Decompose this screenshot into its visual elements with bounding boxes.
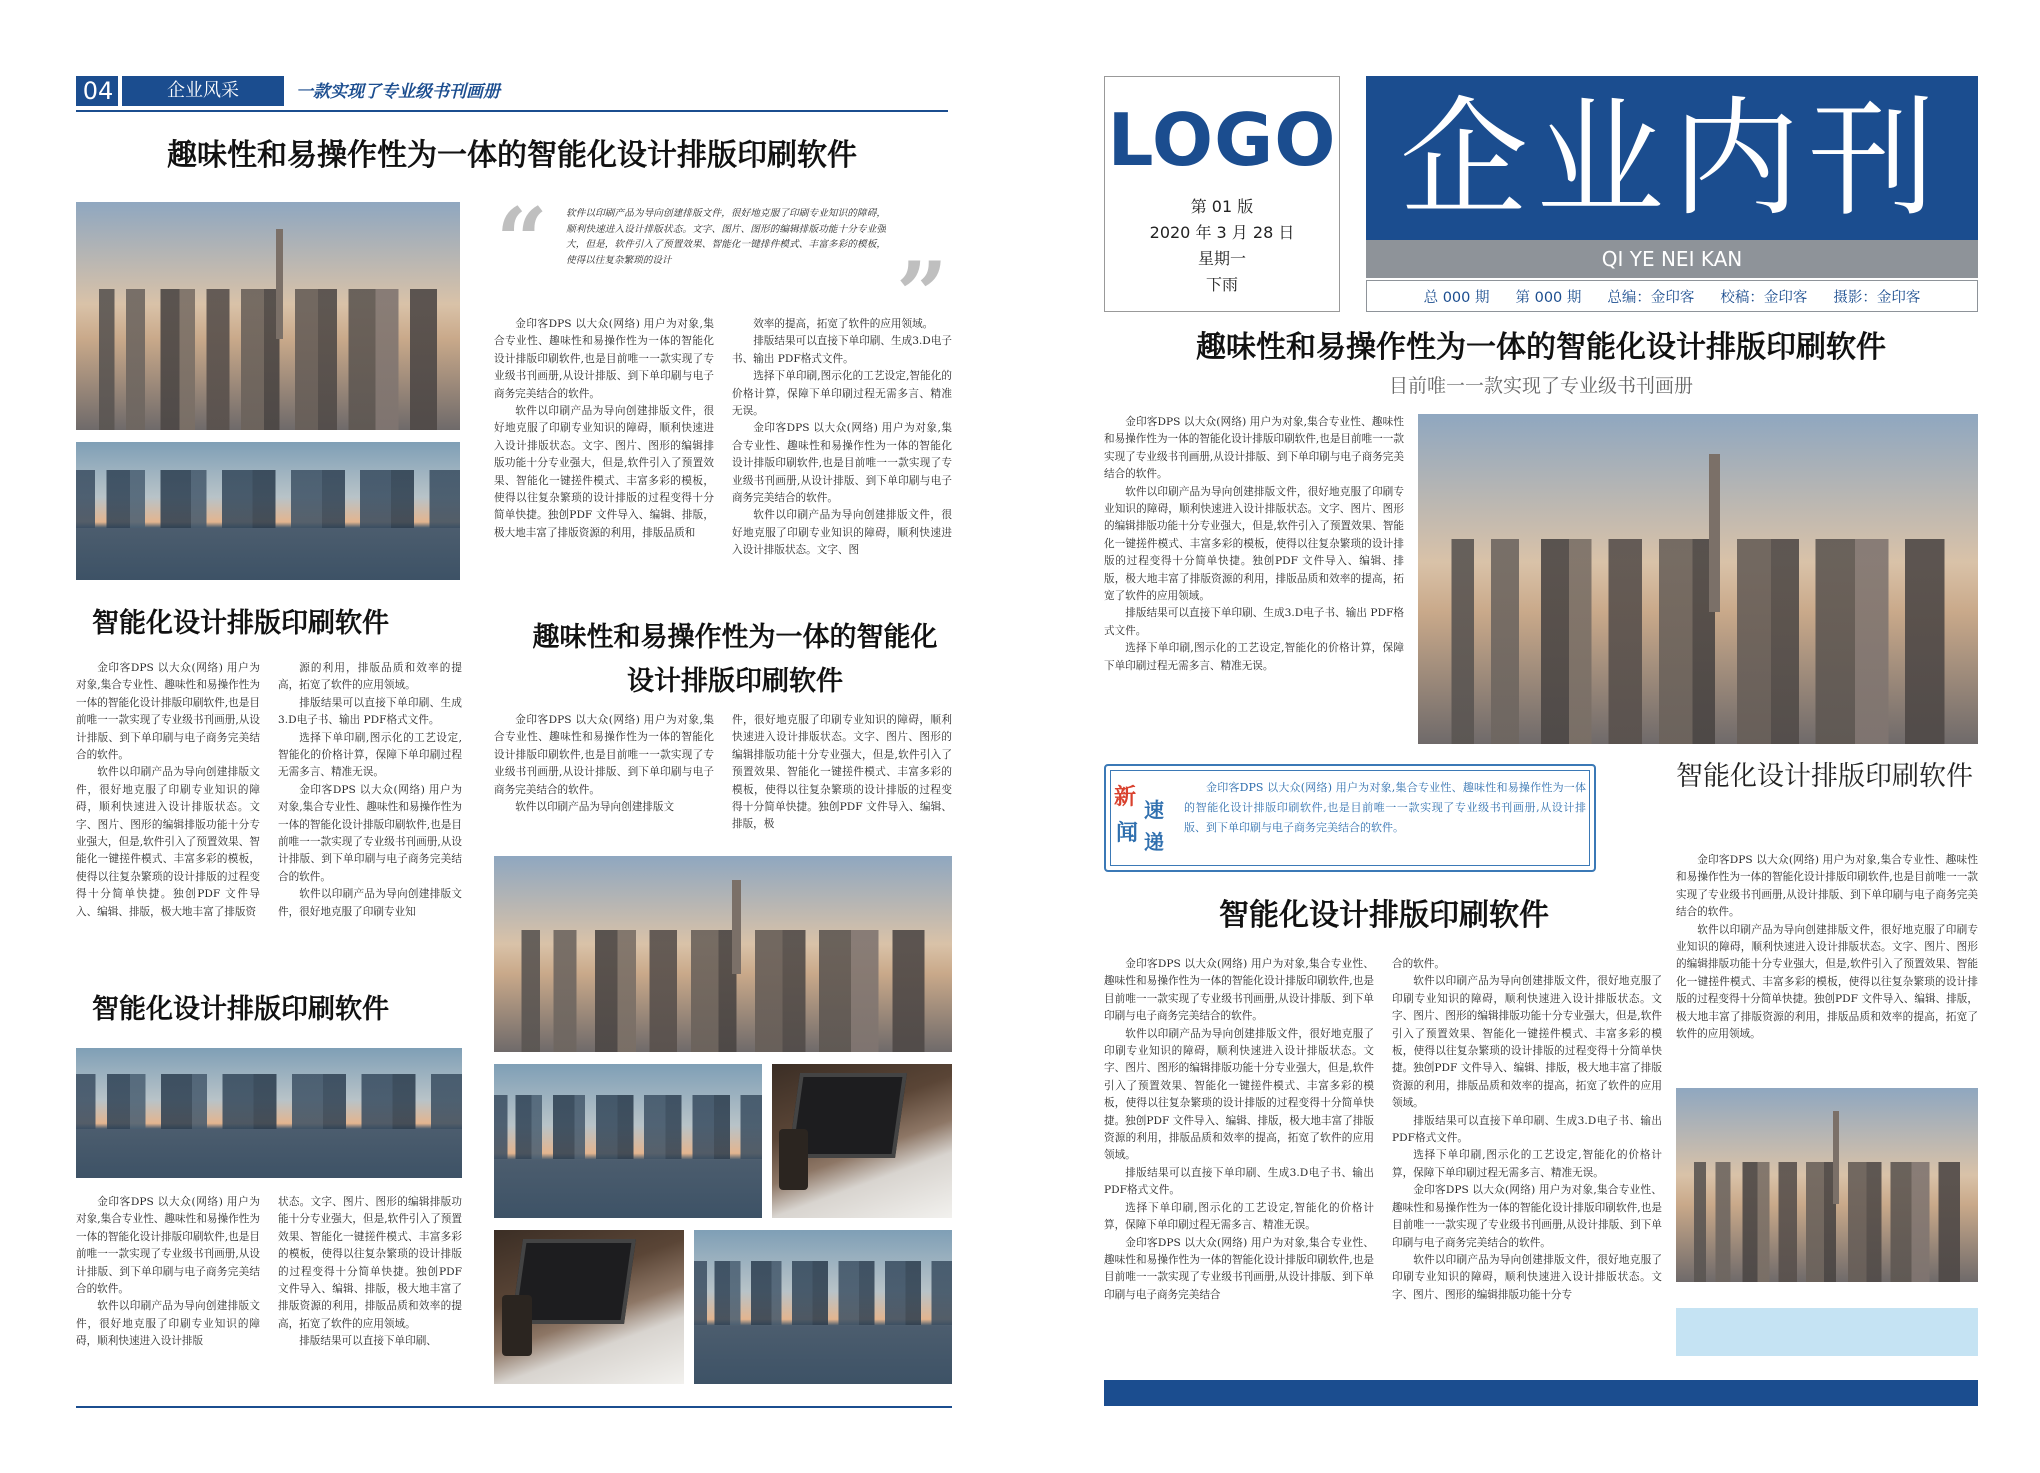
paragraph: 排版结果可以直接下单印刷、生成3.D电子书、输出 PDF格式文件。 [278,696,462,727]
paragraph: 软件以印刷产品为导向创建排版文 [515,801,675,814]
news-badge-icon [1114,780,1170,856]
right-sub-title: 目前唯一一款实现了专业级书刊画册 [1388,375,1693,397]
mid-col-b [732,712,952,838]
issue-weather: 下雨 [1205,275,1238,294]
footer-band [1104,1380,1978,1406]
paragraph: 金印客DPS 以大众(网络) 用户为对象,集合专业性、趣味性和易操作性为一体的智能化设计排版印刷软件,也是目前唯一一款实现了专业级书刊画册,从设计排版、到下单印刷与电子商务完美结合 [1104,1236,1374,1301]
paragraph: 金印客DPS 以大众(网络) 用户为对象,集合专业性、趣味性和易操作性为一体的智能化设计排版印刷软件,也是目前唯一一款实现了专业级书刊画册,从设计排版、到下单印刷与电子商务完美结合的软件。 [1104,416,1404,481]
paragraph: 金印客DPS 以大众(网络) 用户为对象,集合专业性、趣味性和易操作性为一体的智能化设计排版印刷软件,也是目前唯一一款实现了专业级书刊画册,从设计排版、到下单印刷与电子商务完美结合的软件。 [76,662,260,762]
paragraph: 软件以印刷产品为导向创建排版文件，很好地克服了印刷专业知 [278,888,462,918]
paragraph: 金印客DPS 以大众(网络) 用户为对象,集合专业性、趣味性和易操作性为一体的智能化设计排版印刷软件,也是目前唯一一款实现了专业级书刊画册,从设计排版、到下单印刷与电子商务完美结合的软件。 [278,783,462,883]
news-badge-char: 新 [1114,785,1137,810]
paragraph: 金印客DPS 以大众(网络) 用户为对象,集合专业性、趣味性和易操作性为一体的智能化设计排版印刷软件,也是目前唯一一款实现了专业级书刊画册,从设计排版、到下单印刷与电子商务完美结合的软件。 [1676,854,1978,919]
sec-col-b [1392,956,1662,1352]
header-rule [76,110,948,112]
paragraph: 状态。文字、图片、图形的编辑排版功能十分专业强大，但是,软件引入了预置效果、智能化一键搓件模式、丰富多彩的模板，使得以往复杂繁琐的设计排版的过程变得十分简单快捷。独创PDF 文件导入、编辑、排版，极大地丰富了排版资源的利用，排版品质和效率的提高，拓宽了软件的应用领域。 [278,1196,462,1330]
bay-skyline-photo-small [494,1064,762,1218]
left-main-title: 趣味性和易操作性为一体的智能化设计排版印刷软件 [167,138,857,173]
side-column [1676,852,1978,1082]
issue-weekday: 星期一 [1197,249,1246,268]
laptop-desk-photo-2 [494,1230,684,1384]
section-tag: 企业风采 [122,76,284,106]
sub1-col-b [278,660,462,970]
paragraph: 合的软件。 [1392,958,1445,970]
paragraph: 软件以印刷产品为导向创建排版文件，很好地克服了印刷专业知识的障碍，顺利快速进入设计排版状态。文字、图片、图形的编辑排版功能十分专业强大，但是,软件引入了预置效果、智能化一键搓件模式、丰富多彩的模板，使得以往复杂繁琐的设计排版的过程变得十分简单快捷。独创PDF 文件导入、编辑、排版，极大地丰富了排版资源的利用，排版品质和效率的提高，拓宽了软件的应用领域。 [1104,485,1404,603]
paragraph: 排版结果可以直接下单印刷、 [299,1335,437,1348]
issue-number: 第 01 版 [1190,197,1254,216]
paragraph: 件，很好地克服了印刷专业知识的障碍，顺利快速进入设计排版状态。文字、图片、图形的编辑排版功能十分专业强大，但是,软件引入了预置效果、智能化一键搓件模式、丰富多彩的模板，使得以往复杂繁琐的设计排版的过程变得十分简单快捷。独创PDF 文件导入、编辑、排版，极 [732,714,952,831]
paragraph: 排版结果可以直接下单印刷、生成3.D电子书、输出 PDF格式文件。 [1104,607,1404,637]
bay-skyline-photo-4 [76,1048,462,1178]
upper-col-b [732,316,952,586]
paragraph: 软件以印刷产品为导向创建排版文件，很好地克服了印刷专业知识的障碍，顺利快速进入设计排版状态。文字、图片、图形的编辑排版功能十分专业强大，但是,软件引入了预置效果、智能化一键搓件模式、丰富多彩的模板，使得以往复杂繁琐的设计排版的过程变得十分简单快捷。独创PDF 文件导入、编辑、排版，极大地丰富了排版资源的利用，排版品质和效率的提高，拓宽了软件的应用领域。 [1104,1027,1374,1162]
paragraph: 排版结果可以直接下单印刷、生成3.D电子书、输出 PDF格式文件。 [1104,1166,1374,1197]
footer-rule [76,1406,952,1408]
pull-quote: 软件以印刷产品为导向创建排版文件，很好地克服了印刷专业知识的障碍，顺利快速进入设计排版状态。文字、图片、图形的编辑排版功能十分专业强大，但是，软件引入了预置效果、智能化一键排件模式、丰富多彩的模板，使得以往复杂繁琐的设计 [566,208,886,266]
paragraph: 软件以印刷产品为导向创建排版文件，很好地克服了印刷专业知识的障碍，顺利快速进入设计排版状态。文字、图片、图形的编辑排版功能十分专业强大，但是,软件引入了预置效果、智能化一键搓件模式、丰富多彩的模板，使得以往复杂繁琐的设计排版的过程变得十分简单快捷。独创PDF 文件导入、编辑、排版，极大地丰富了排版资源的利用，排版品质和效率的提高，拓宽了软件的应用领域。 [1676,923,1978,1041]
bay-skyline-photo [76,442,460,580]
masthead-pinyin: QI YE NEI KAN [1601,247,1743,271]
paragraph: 效率的提高，拓宽了软件的应用领域。 [753,318,934,330]
paragraph: 源的利用，排版品质和效率的提高，拓宽了软件的应用领域。 [278,662,462,692]
right-main-title: 趣味性和易操作性为一体的智能化设计排版印刷软件 [1196,330,1886,365]
masthead-title: 企业内刊 [1399,85,1944,234]
paragraph: 排版结果可以直接下单印刷、生成3.D电子书、输出 PDF格式文件。 [1392,1114,1662,1145]
paragraph: 金印客DPS 以大众(网络) 用户为对象,集合专业性、趣味性和易操作性为一体的智能化设计排版印刷软件,也是目前唯一一款实现了专业级书刊画册,从设计排版、到下单印刷与电子商务完美结合的软件。 [1104,958,1374,1023]
header-slogan: 一款实现了专业级书刊画册 [296,82,500,102]
paragraph: 选择下单印刷,图示化的工艺设定,智能化的价格计算，保障下单印刷过程无需多言、精准无误。 [1104,1201,1374,1232]
paragraph: 金印客DPS 以大众(网络) 用户为对象,集合专业性、趣味性和易操作性为一体的智能化设计排版印刷软件,也是目前唯一一款实现了专业级书刊画册,从设计排版、到下单印刷与电子商务完美结合的软件。 [1392,1184,1662,1249]
paragraph: 金印客DPS 以大众(网络) 用户为对象,集合专业性、趣味性和易操作性为一体的智能化设计排版印刷软件,也是目前唯一一款实现了专业级书刊画册,从设计排版、到下单印刷与电子商务完美结合的软件。 [732,422,952,505]
info-proof: 校稿：金印客 [1720,289,1808,306]
paragraph: 选择下单印刷,图示化的工艺设定,智能化的价格计算，保障下单印刷过程无需多言、精准无误。 [278,731,462,779]
paragraph: 金印客DPS 以大众(网络) 用户为对象,集合专业性、趣味性和易操作性为一体的智能化设计排版印刷软件,也是目前唯一一款实现了专业级书刊画册,从设计排版、到下单印刷与电子商务完美结合的软件。 [494,318,714,400]
city-skyline-side-photo [1676,1088,1978,1282]
paragraph: 软件以印刷产品为导向创建排版文件，很好地克服了印刷专业知识的障碍，顺利快速进入设计排版状态。文字、图 [732,509,952,557]
info-issue: 第 000 期 [1515,289,1582,306]
sub1-col-a [76,660,260,970]
paragraph: 金印客DPS 以大众(网络) 用户为对象,集合专业性、趣味性和易操作性为一体的智能化设计排版印刷软件,也是目前唯一一款实现了专业级书刊画册,从设计排版、到下单印刷与电子商务完美结合的软件。 [76,1196,260,1296]
city-skyline-photo [76,202,460,430]
info-total: 总 000 期 [1423,289,1490,306]
news-badge-char: 速 [1144,798,1164,822]
left-sub-title-2: 智能化设计排版印刷软件 [92,994,389,1025]
lead-column [1104,414,1404,714]
page-number: 04 [82,77,114,105]
bay-skyline-photo-3 [694,1230,952,1384]
paragraph: 选择下单印刷,图示化的工艺设定,智能化的价格计算，保障下单印刷过程无需多言、精准无误。 [1392,1149,1662,1179]
laptop-desk-photo [772,1064,952,1218]
news-text: 金印客DPS 以大众(网络) 用户为对象,集合专业性、趣味性和易操作性为一体的智能化设计排版印刷软件,也是目前唯一一款实现了专业级书刊画册,从设计排版、到下单印刷与电子商务完美结合的软件。 [1184,781,1586,834]
left-mid-title: 趣味性和易操作性为一体的智能化设计排版印刷软件 [532,622,938,697]
issue-date: 2020 年 3 月 28 日 [1149,223,1295,242]
paragraph: 软件以印刷产品为导向创建排版文件，很好地克服了印刷专业知识的障碍，顺利快速进入设计排版状态。文字、图片、图形的编辑排版功能十分专业强大，但是,软件引入了预置效果、智能化一键搓件模式、丰富多彩的模板，使得以往复杂繁琐的设计排版的过程变得十分简单快捷。独创PDF 文件导入、编辑、排版，极大地丰富了排版资源的利用，排版品质和 [494,405,714,539]
news-badge-char: 递 [1144,830,1164,854]
paragraph: 软件以印刷产品为导向创建排版文件，很好地克服了印刷专业知识的障碍，顺利快速进入设计排版状态。文字、图片、图形的编辑排版功能十分专业强大，但是,软件引入了预置效果、智能化一键搓件模式、丰富多彩的模板，使得以往复杂繁琐的设计排版的过程变得十分简单快捷。独创PDF 文件导入、编辑、排版，极大地丰富了排版资 [76,766,260,918]
close-quote-icon: ” [896,242,948,348]
logo: LOGO [1107,98,1337,182]
mid-col-a [494,712,714,838]
section-title: 智能化设计排版印刷软件 [1219,898,1549,933]
paragraph: 软件以印刷产品为导向创建排版文件，很好地克服了印刷专业知识的障碍，顺利快速进入设计排版 [76,1300,260,1348]
sub2-col-b [278,1194,462,1384]
upper-col-a [494,316,714,586]
info-editor: 总编：金印客 [1607,289,1695,306]
sec-col-a [1104,956,1374,1352]
paragraph: 软件以印刷产品为导向创建排版文件，很好地克服了印刷专业知识的障碍，顺利快速进入设计排版状态。文字、图片、图形的编辑排版功能十分专 [1392,1253,1662,1301]
paragraph: 金印客DPS 以大众(网络) 用户为对象,集合专业性、趣味性和易操作性为一体的智能化设计排版印刷软件,也是目前唯一一款实现了专业级书刊画册,从设计排版、到下单印刷与电子商务完美结合的软件。 [494,714,714,796]
paragraph: 排版结果可以直接下单印刷、生成3.D电子书、输出 PDF格式文件。 [732,335,952,365]
city-skyline-feature-photo [1418,414,1978,744]
sub2-col-a [76,1194,260,1384]
masthead-info-bar [1366,280,1978,312]
side-title: 智能化设计排版印刷软件 [1676,761,1973,792]
info-photo: 摄影：金印客 [1833,289,1921,306]
paragraph: 选择下单印刷,图示化的工艺设定,智能化的价格计算，保障下单印刷过程无需多言、精准无误。 [732,370,952,418]
paragraph: 软件以印刷产品为导向创建排版文件，很好地克服了印刷专业知识的障碍，顺利快速进入设计排版状态。文字、图片、图形的编辑排版功能十分专业强大，但是,软件引入了预置效果、智能化一键搓件模式、丰富多彩的模板，使得以往复杂繁琐的设计排版的过程变得十分简单快捷。独创PDF 文件导入、编辑、排版，极大地丰富了排版资源的利用，排版品质和效率的提高，拓宽了软件的应用领域。 [1392,975,1662,1110]
left-sub-title-1: 智能化设计排版印刷软件 [92,608,389,639]
news-badge-char: 闻 [1116,821,1139,846]
city-skyline-photo-large [494,856,952,1052]
open-quote-icon: “ [496,188,548,294]
side-color-block [1676,1308,1978,1356]
paragraph: 选择下单印刷,图示化的工艺设定,智能化的价格计算，保障下单印刷过程无需多言、精准无误。 [1104,642,1404,672]
